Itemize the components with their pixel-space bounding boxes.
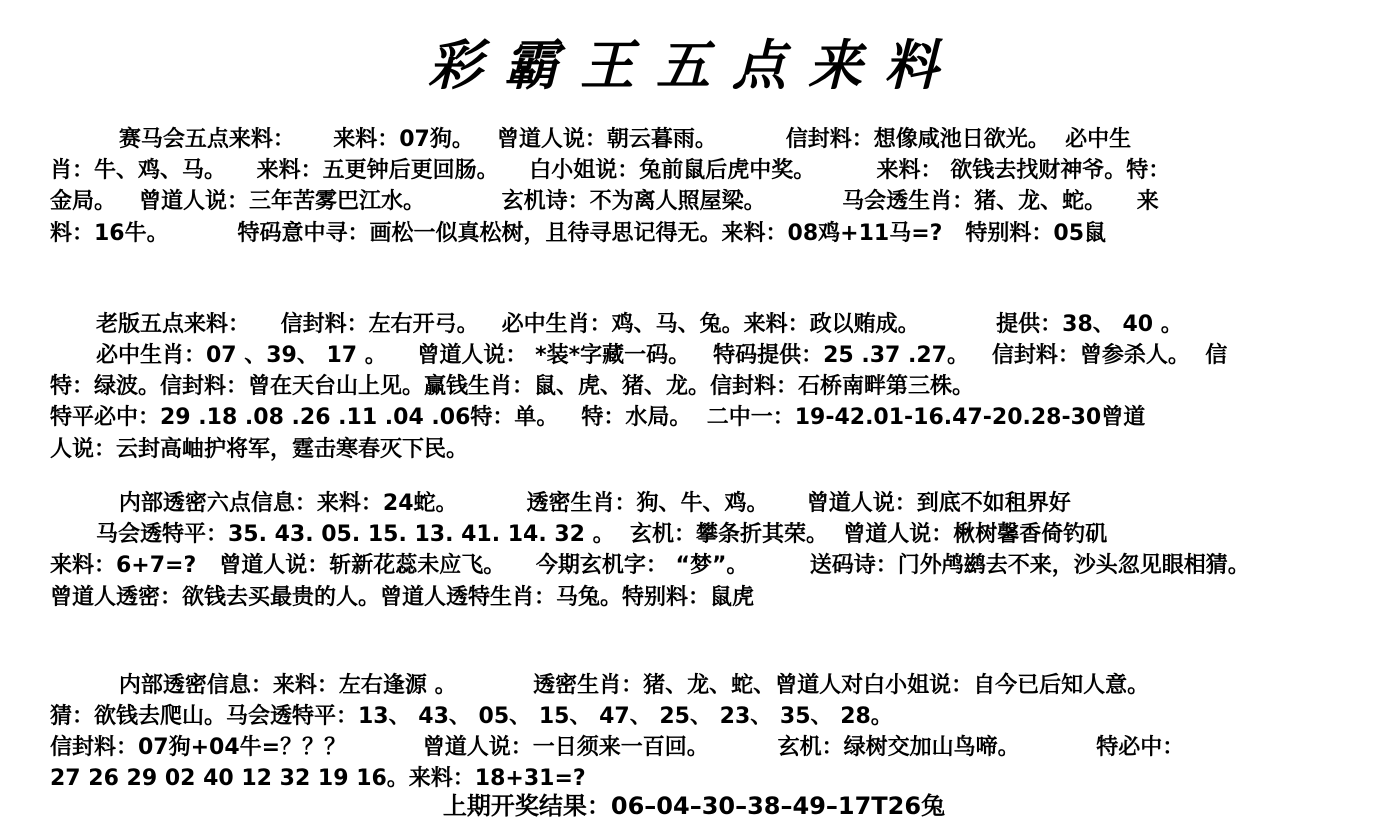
text-line: 老版五点来料： 信封料：左右开弓。 必中生肖：鸡、马、兔。来料：政以贿成。 提供：38、 40 。 xyxy=(50,312,1183,337)
text-line: 必中生肖：07 、39、 17 。 曾道人说： *装*字藏一码。 特码提供：25 .37 .27。 信封料：曾参杀人。 信 xyxy=(50,343,1228,368)
page-title: 彩霸王五点来料 xyxy=(428,33,960,97)
last-draw-result: 上期开奖结果：06–04–30–38–49–17T26兔 xyxy=(442,792,946,820)
text-line: 猜：欲钱去爬山。马会透特平：13、 43、 05、 15、 47、 25、 23、 35、 28。 xyxy=(50,704,893,729)
text-line: 信封料：07狗+04牛=？？？ 曾道人说：一日须来一百回。 玄机：绿树交加山鸟啼。 特必中： xyxy=(50,735,1185,760)
text-line: 曾道人透密：欲钱去买最贵的人。曾道人透特生肖：马兔。特别料：鼠虎 xyxy=(50,585,755,610)
text-line: 来料：6+7=? 曾道人说：斩新花蕊未应飞。 今期玄机字： “梦”。 送码诗：门外鸬鹚去不来，沙头忽见眼相猜。 xyxy=(50,553,1250,578)
text-line: 特平必中：29 .18 .08 .26 .11 .04 .06特：单。 特：水局。 二中一：19-42.01-16.47-20.28-30曾道 xyxy=(50,405,1146,430)
text-line: 特：绿波。信封料：曾在天台山上见。赢钱生肖：鼠、虎、猪、龙。信封料：石桥南畔第三株。 xyxy=(50,374,975,399)
text-line: 马会透特平：35. 43. 05. 15. 13. 41. 14. 32 。 玄机：攀条折其荣。 曾道人说：楸树馨香倚钓矶 xyxy=(50,522,1108,547)
text-line: 金局。 曾道人说：三年苦雾巴江水。 玄机诗：不为离人照屋梁。 马会透生肖：猪、龙、蛇。 来 xyxy=(50,189,1159,214)
text-line: 肖：牛、鸡、马。 来料：五更钟后更回肠。 白小姐说：兔前鼠后虎中奖。 来料： 欲钱去找财神爷。特： xyxy=(50,158,1171,183)
text-line: 27 26 29 02 40 12 32 19 16。来料：18+31=? xyxy=(50,766,586,791)
text-line: 内部透密六点信息：来料：24蛇。 透密生肖：狗、牛、鸡。 曾道人说：到底不如租界好 xyxy=(50,491,1071,516)
text-line: 人说：云封高岫护将军，霆击寒春灭下民。 xyxy=(50,437,469,462)
text-line: 赛马会五点来料： 来料：07狗。 曾道人说：朝云暮雨。 信封料：想像咸池日欲光。 必中生 xyxy=(50,127,1132,152)
text-line: 内部透密信息：来料：左右逢源 。 透密生肖：猪、龙、蛇、曾道人对白小姐说：自今已后知人意。 xyxy=(50,673,1150,698)
text-line: 料：16牛。 特码意中寻：画松一似真松树，且待寻思记得无。来料：08鸡+11马=? 特别料：05鼠 xyxy=(50,221,1107,246)
